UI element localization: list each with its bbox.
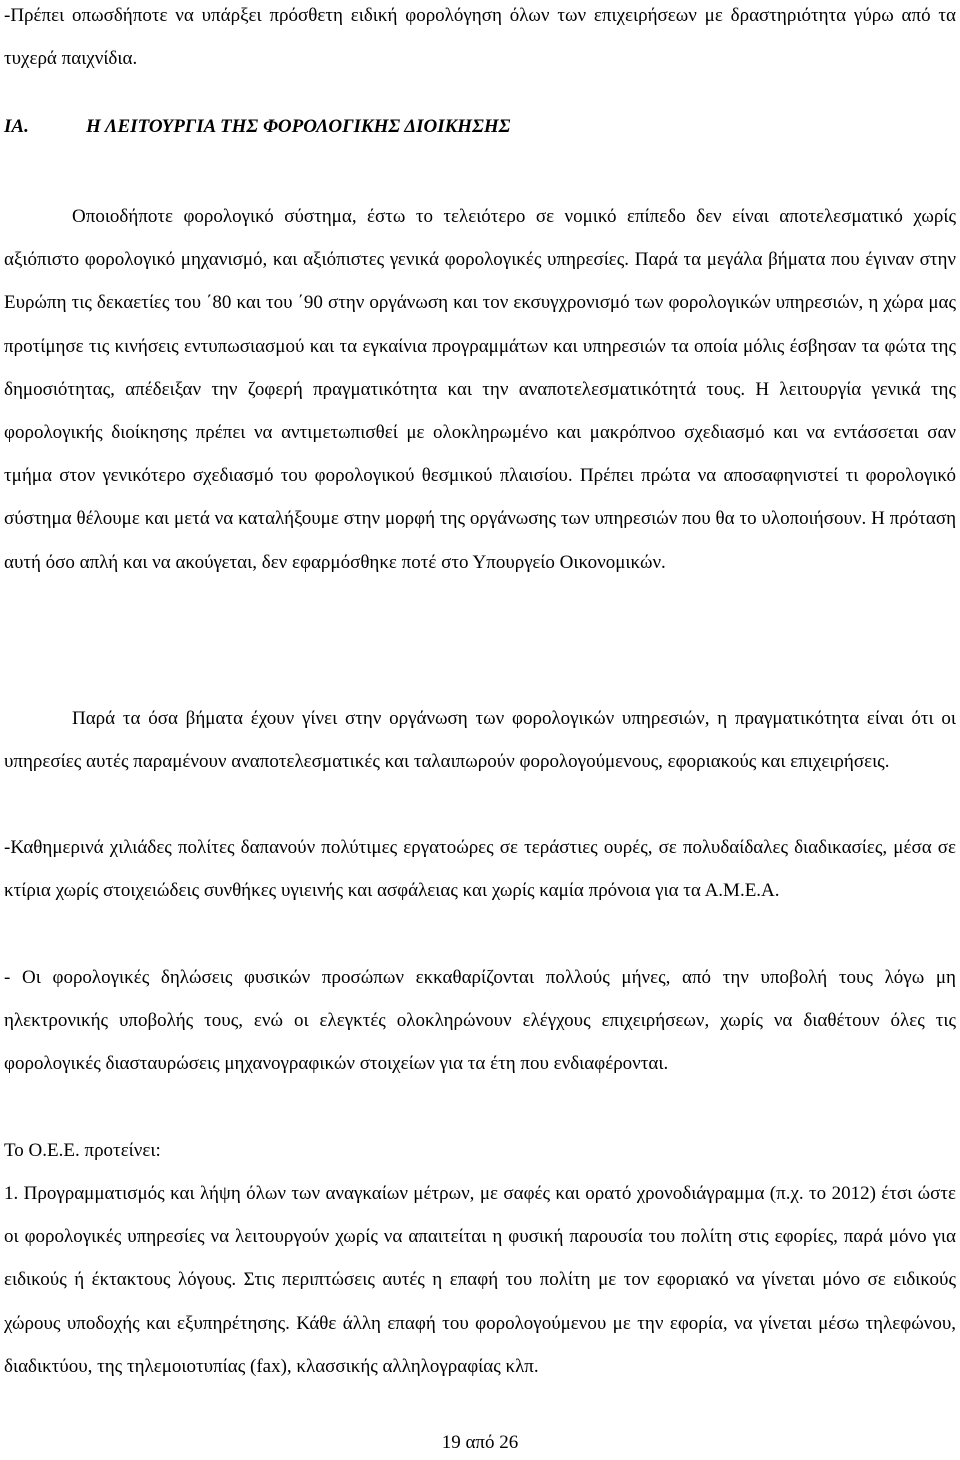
section-number: ΙΑ.	[4, 116, 29, 137]
proposal-item-1: 1. Προγραμματισμός και λήψη όλων των αναγκαίων μέτρων, με σαφές και ορατό χρονοδιάγραμμα (π.χ. το 2012) έτσι ώστε οι φορολογικές υπηρεσίες να λειτουργούν χωρίς να απαιτείται η φυσική παρουσία του πολίτη στις εφορίες, παρά μόνο για ειδικούς ή έκτακτους λόγους. Στις περιπτώσεις αυτές η επαφή του πολίτη με τον εφοριακό να γίνεται μόνο σε ειδικούς χώρους υποδοχής και εξυπηρέτησης. Κάθε άλλη επαφή του φορολογούμενου με την εφορία, να γίνεται μέσω τηλεφώνου, διαδικτύου, της τηλεμοιοτυπίας (fax), κλασσικής αλληλογραφίας κλπ.	[4, 1183, 956, 1377]
section-heading	[4, 116, 510, 138]
paragraph-tax-returns: - Οι φορολογικές δηλώσεις φυσικών προσώπων εκκαθαρίζονται πολλούς μήνες, από την υποβολή τους λόγω μη ηλεκτρονικής υποβολής τους, ενώ οι ελεγκτές ολοκληρώνουν ελέγχους επιχειρήσεων, χωρίς να διαθέτουν όλες τις φορολογικές διασταυρώσεις μηχανογραφικών στοιχείων για τα έτη που ενδιαφέρονται.	[4, 967, 956, 1075]
section-title: Η ΛΕΙΤΟΥΡΓΙΑ ΤΗΣ ΦΟΡΟΛΟΓΙΚΗΣ ΔΙΟΙΚΗΣΗΣ	[86, 116, 511, 137]
proposal-heading: Το Ο.Ε.Ε. προτείνει:	[4, 1140, 161, 1161]
paragraph-daily-citizens: -Καθημερινά χιλιάδες πολίτες δαπανούν πολύτιμες εργατοώρες σε τεράστιες ουρές, σε πολυδαίδαλες διαδικασίες, μέσα σε κτίρια χωρίς στοιχειώδεις συνθήκες υγιεινής και ασφάλειας και χωρίς καμία πρόνοια για τα Α.Μ.Ε.Α.	[4, 837, 956, 902]
page-number: 19 από 26	[441, 1432, 519, 1453]
paragraph-tax-administration: Οποιοδήποτε φορολογικό σύστημα, έστω το τελειότερο σε νομικό επίπεδο δεν είναι αποτελεσματικό χωρίς αξιόπιστο φορολογικό μηχανισμό, και αξιόπιστες γενικά φορολογικές υπηρεσίες. Παρά τα μεγάλα βήματα που έγιναν στην Ευρώπη τις δεκαετίες του ΄80 και του ΄90 στην οργάνωση και τον εκσυγχρονισμό των φορολογικών υπηρεσιών, η χώρα μας προτίμησε τις κινήσεις εντυπωσιασμού και τα εγκαίνια προγραμμάτων και υπηρεσιών τα οποία μόλις έσβησαν τα φώτα της δημοσιότητας, απέδειξαν την ζοφερή πραγματικότητα και την αναποτελεσματικότητά τους. Η λειτουργία γενικά της φορολογικής διοίκησης πρέπει να αντιμετωπισθεί με ολοκληρωμένο και μακρόπνοο σχεδιασμό και να εντάσσεται σαν τμήμα στον γενικότερο σχεδιασμό του φορολογικού θεσμικού πλαισίου. Πρέπει πρώτα να αποσαφηνιστεί τι φορολογικό σύστημα θέλουμε και μετά να καταλήξουμε στην μορφή της οργάνωσης των υπηρεσιών που θα το υλοποιήσουν. Η πρόταση αυτή όσο απλή και να ακούγεται, δεν εφαρμόσθηκε ποτέ στο Υπουργείο Οικονομικών.	[4, 206, 956, 573]
intro-paragraph: -Πρέπει οπωσδήποτε να υπάρξει πρόσθετη ειδική φορολόγηση όλων των επιχειρήσεων με δραστηριότητα γύρω από τα τυχερά παιχνίδια.	[4, 5, 956, 70]
paragraph-organization-steps: Παρά τα όσα βήματα έχουν γίνει στην οργάνωση των φορολογικών υπηρεσιών, η πραγματικότητα είναι ότι οι υπηρεσίες αυτές παραμένουν αναποτελεσματικές και ταλαιπωρούν φορολογούμενους, εφοριακούς και επιχειρήσεις.	[4, 708, 956, 773]
